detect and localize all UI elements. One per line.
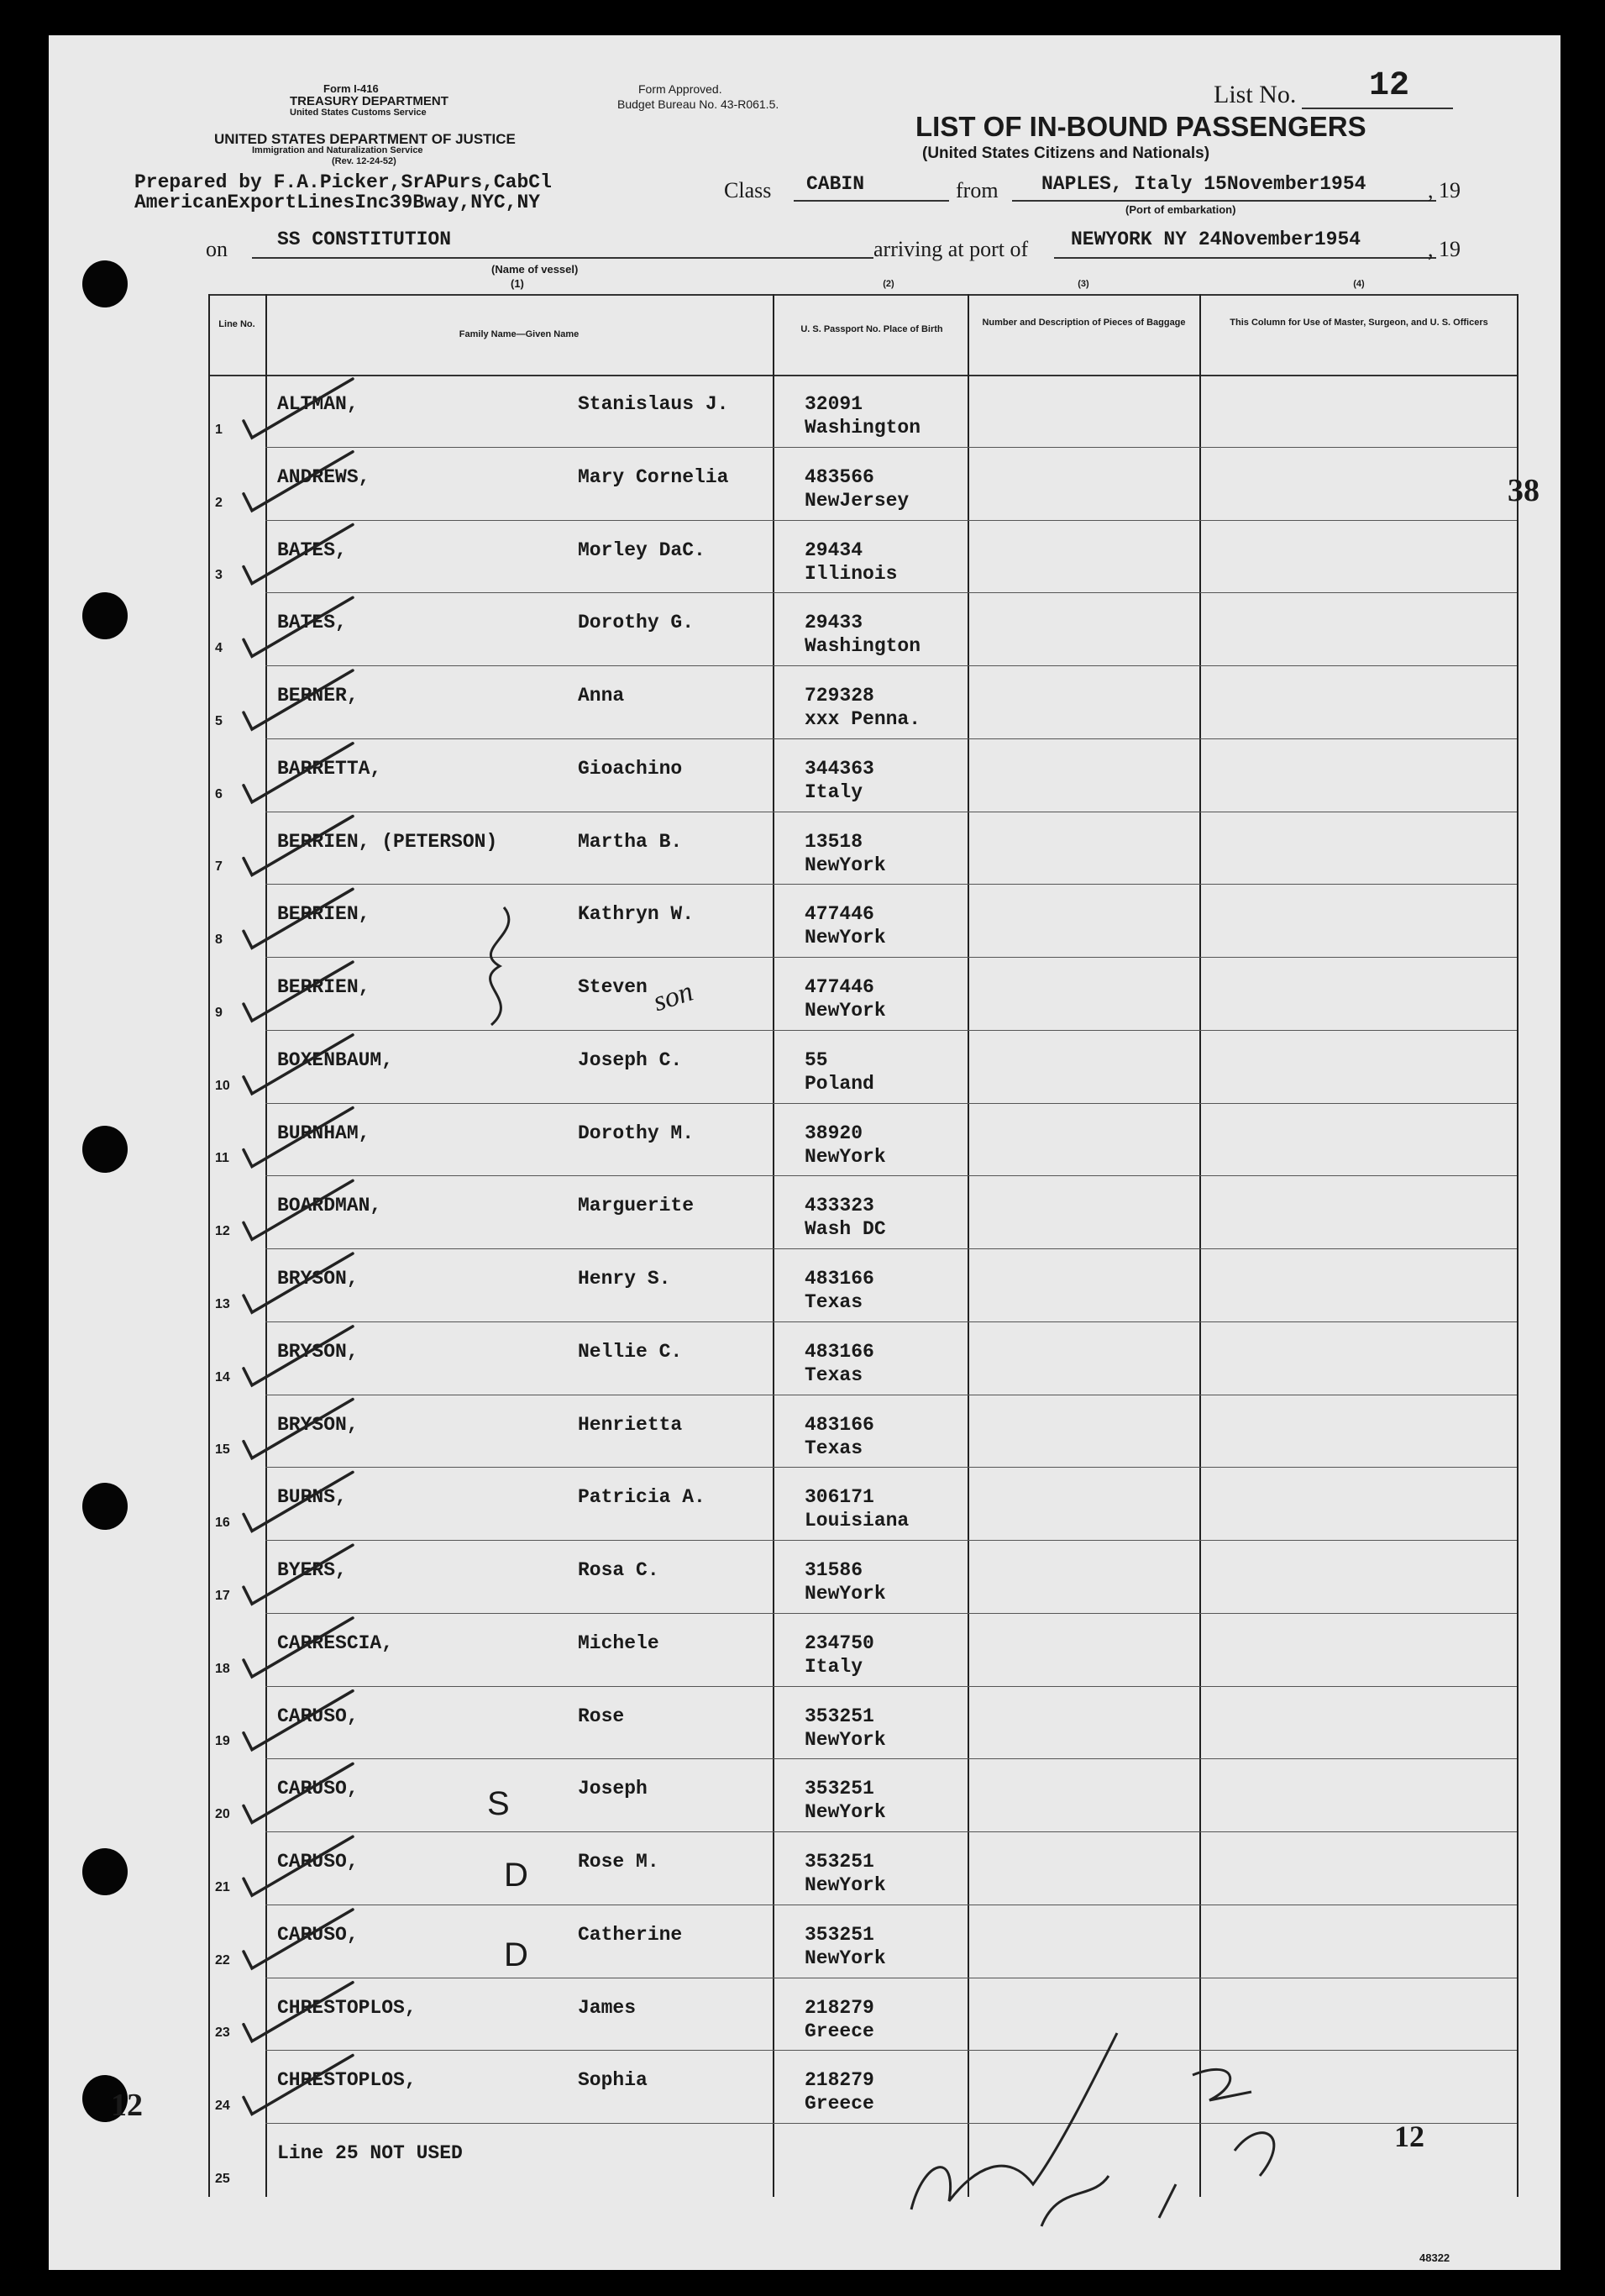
margin-number-38: 38 <box>1508 473 1539 508</box>
place-of-birth: Illinois <box>805 562 898 585</box>
place-of-birth: NewYork <box>805 927 886 949</box>
treasury-department: TREASURY DEPARTMENT <box>290 94 448 108</box>
table-row <box>208 1249 1518 1322</box>
line-number: 9 <box>215 1005 223 1020</box>
table-row <box>208 448 1518 521</box>
table-row <box>208 812 1518 885</box>
table-row <box>208 593 1518 666</box>
place-of-birth: NewYork <box>805 1145 886 1168</box>
table-row <box>208 1176 1518 1249</box>
place-of-birth: Poland <box>805 1072 874 1095</box>
family-name: BRYSON, <box>277 1413 359 1436</box>
vessel-underline <box>252 257 873 259</box>
class-label: Class <box>724 178 772 202</box>
place-of-birth: NewYork <box>805 1583 886 1605</box>
line-number: 16 <box>215 1516 230 1531</box>
arrival-underline <box>1054 257 1436 259</box>
line-number: 2 <box>215 495 223 510</box>
line-number: 17 <box>215 1588 230 1603</box>
list-number: 12 <box>1369 67 1410 105</box>
class-value: CABIN <box>806 173 865 195</box>
given-name: Joseph C. <box>578 1048 683 1071</box>
family-name: BERRIEN, <box>277 976 370 999</box>
given-name: Martha B. <box>578 830 683 853</box>
table-row <box>208 1614 1518 1687</box>
given-name: Michele <box>578 1631 659 1654</box>
table-row <box>208 1031 1518 1104</box>
given-name: Stanislaus J. <box>578 393 729 415</box>
punch-hole <box>82 1848 128 1895</box>
given-name: Dorothy G. <box>578 612 695 634</box>
col-header-baggage: Number and Description of Pieces of Baggage <box>982 318 1186 328</box>
line-number: 3 <box>215 568 223 583</box>
place-of-birth: Washington <box>805 635 921 658</box>
line-number: 7 <box>215 859 223 875</box>
table-row <box>208 1759 1518 1832</box>
place-of-birth: NewYork <box>805 1874 886 1897</box>
table-row <box>208 885 1518 958</box>
vessel-label: (Name of vessel) <box>491 263 579 276</box>
punch-hole <box>82 260 128 307</box>
passport-number: 306171 <box>805 1486 874 1509</box>
family-name: CARUSO, <box>277 1778 359 1800</box>
line-number: 14 <box>215 1369 230 1384</box>
table-row <box>208 2051 1518 2124</box>
prepared-by-line-2: AmericanExportLinesInc39Bway,NYC,NY <box>134 192 541 213</box>
passport-number: 433323 <box>805 1195 874 1217</box>
from-underline <box>1012 200 1436 202</box>
given-name: Anna <box>578 685 625 707</box>
line-number: 15 <box>215 1442 230 1458</box>
col-header-name: Family Name—Given Name <box>459 329 580 339</box>
given-name: Gioachino <box>578 757 683 780</box>
family-name: CHRESTOPLOS, <box>277 2069 417 2092</box>
class-underline <box>794 200 949 202</box>
table-row <box>208 375 1518 448</box>
table-row <box>208 1395 1518 1468</box>
form-title: LIST OF IN-BOUND PASSENGERS <box>915 111 1366 142</box>
given-name: Steven <box>578 976 648 999</box>
family-name: CHRESTOPLOS, <box>277 1996 417 2019</box>
customs-service: United States Customs Service <box>290 108 427 118</box>
table-row <box>208 958 1518 1031</box>
hand-d-2: D <box>504 1936 528 1973</box>
year-suffix-2: , 19 <box>1428 237 1461 261</box>
place-of-birth: Texas <box>805 1437 863 1459</box>
punch-hole <box>82 1126 128 1173</box>
family-name: BURNHAM, <box>277 1122 370 1144</box>
passport-number: 29434 <box>805 539 863 561</box>
line-number: 24 <box>215 2099 230 2114</box>
passport-number: 29433 <box>805 612 863 634</box>
given-name: James <box>578 1996 637 2019</box>
vessel-name: SS CONSTITUTION <box>277 229 452 250</box>
passport-number: 483166 <box>805 1340 874 1363</box>
list-no-underline <box>1302 108 1453 109</box>
passport-number: 31586 <box>805 1559 863 1582</box>
place-of-birth: Texas <box>805 1291 863 1314</box>
family-name: BYERS, <box>277 1559 347 1582</box>
list-no-label: List No. <box>1214 81 1297 108</box>
line-number: 18 <box>215 1661 230 1676</box>
passport-number: 218279 <box>805 2069 874 2092</box>
line-number: 4 <box>215 641 223 656</box>
place-of-birth: Washington <box>805 417 921 439</box>
family-name: CARUSO, <box>277 1705 359 1727</box>
place-of-birth: Greece <box>805 2020 874 2042</box>
line-number: 19 <box>215 1734 230 1749</box>
given-name: Henry S. <box>578 1268 671 1290</box>
table-row <box>208 1541 1518 1614</box>
family-name: BATES, <box>277 612 347 634</box>
family-name: BURNS, <box>277 1486 347 1509</box>
place-of-birth: Louisiana <box>805 1510 910 1532</box>
family-name: CARRESCIA, <box>277 1631 394 1654</box>
given-name: Joseph <box>578 1778 648 1800</box>
passport-number: 13518 <box>805 830 863 853</box>
form-subtitle: (United States Citizens and Nationals) <box>922 144 1210 162</box>
line-number: 21 <box>215 1879 230 1894</box>
given-name: Nellie C. <box>578 1340 683 1363</box>
place-of-birth: Texas <box>805 1363 863 1386</box>
passport-number: 344363 <box>805 757 874 780</box>
stamp-number: 48322 <box>1419 2251 1450 2264</box>
arriving-label: arriving at port of <box>873 237 1029 261</box>
hand-d-1: D <box>504 1857 528 1894</box>
revision-date: (Rev. 12-24-52) <box>332 156 396 166</box>
on-label: on <box>206 237 228 261</box>
passport-number: 353251 <box>805 1923 874 1946</box>
given-name: Mary Cornelia <box>578 465 729 488</box>
form-number: Form I-416 <box>323 82 379 95</box>
arrival-value: NEWYORK NY 24November1954 <box>1071 229 1361 250</box>
bottom-left-number: 12 <box>111 2088 143 2123</box>
passport-number: 483566 <box>805 465 874 488</box>
place-of-birth: Italy <box>805 1655 863 1678</box>
given-name: Marguerite <box>578 1195 695 1217</box>
line-number: 11 <box>215 1151 229 1166</box>
family-name: BATES, <box>277 539 347 561</box>
given-name: Catherine <box>578 1923 683 1946</box>
table-row <box>208 521 1518 594</box>
table-top-border <box>208 294 1518 296</box>
line-number: 5 <box>215 713 223 728</box>
given-name: Morley DaC. <box>578 539 705 561</box>
line-number: 1 <box>215 422 223 437</box>
passport-number: 38920 <box>805 1122 863 1144</box>
table-body <box>208 375 1518 2197</box>
passport-number: 234750 <box>805 1631 874 1654</box>
punch-hole <box>82 592 128 639</box>
table-row <box>208 1832 1518 1905</box>
prepared-by-line-1: Prepared by F.A.Picker,SrAPurs,CabCl <box>134 171 552 193</box>
given-name: Sophia <box>578 2069 648 2092</box>
form-approved: Form Approved. <box>638 82 722 96</box>
line-number: 25 <box>215 2171 230 2186</box>
passport-number: 32091 <box>805 393 863 415</box>
line-number: 8 <box>215 933 223 948</box>
table-row <box>208 1687 1518 1760</box>
table-row <box>208 1905 1518 1978</box>
table-row <box>208 666 1518 739</box>
place-of-birth: NewYork <box>805 1947 886 1969</box>
place-of-birth: NewJersey <box>805 489 910 512</box>
family-name: BARRETTA, <box>277 757 382 780</box>
year-suffix-1: , 19 <box>1428 178 1461 202</box>
passport-number: 729328 <box>805 685 874 707</box>
line-number: 23 <box>215 2025 230 2041</box>
from-label: from <box>956 178 999 202</box>
family-name: ANDREWS, <box>277 465 370 488</box>
passport-number: 477446 <box>805 976 874 999</box>
department-of-justice: UNITED STATES DEPARTMENT OF JUSTICE <box>214 131 516 147</box>
table-row <box>208 1468 1518 1541</box>
passport-number: 353251 <box>805 1778 874 1800</box>
col-number-4: (4) <box>1353 279 1365 289</box>
col-number-2: (2) <box>883 279 894 289</box>
family-name: CARUSO, <box>277 1851 359 1873</box>
given-name: Henrietta <box>578 1413 683 1436</box>
given-name: Rosa C. <box>578 1559 659 1582</box>
place-of-birth: NewYork <box>805 854 886 876</box>
punch-hole <box>82 1483 128 1530</box>
passenger-table <box>208 279 1518 2197</box>
table-row <box>208 1104 1518 1177</box>
given-name: Rose M. <box>578 1851 659 1873</box>
place-of-birth: Wash DC <box>805 1218 886 1241</box>
family-name: BERRIEN, <box>277 903 370 926</box>
col-header-passport: U. S. Passport No. Place of Birth <box>800 324 943 334</box>
place-of-birth: NewYork <box>805 1000 886 1022</box>
from-value: NAPLES, Italy 15November1954 <box>1041 173 1366 195</box>
line-number: 10 <box>215 1078 230 1093</box>
table-row <box>208 2124 1518 2197</box>
passport-number: 477446 <box>805 903 874 926</box>
bottom-right-number: 12 <box>1394 2120 1424 2153</box>
family-name: BERRIEN, (PETERSON) <box>277 830 498 853</box>
family-name: BOARDMAN, <box>277 1195 382 1217</box>
table-row <box>208 1322 1518 1395</box>
col-number-3: (3) <box>1078 279 1089 289</box>
family-name: BRYSON, <box>277 1268 359 1290</box>
given-name: Kathryn W. <box>578 903 695 926</box>
table-row <box>208 1978 1518 2052</box>
immigration-service: Immigration and Naturalization Service <box>252 145 423 155</box>
line-number: 12 <box>215 1224 230 1239</box>
passport-number: 483166 <box>805 1268 874 1290</box>
budget-bureau: Budget Bureau No. 43-R061.5. <box>617 97 779 111</box>
family-name: BRYSON, <box>277 1340 359 1363</box>
port-embarkation-label: (Port of embarkation) <box>1125 203 1236 216</box>
passport-number: 353251 <box>805 1705 874 1727</box>
place-of-birth: Italy <box>805 780 863 803</box>
passport-number: 483166 <box>805 1413 874 1436</box>
passport-number: 218279 <box>805 1996 874 2019</box>
passport-number: 353251 <box>805 1851 874 1873</box>
col-header-line-no: Line No. <box>218 319 255 329</box>
family-name: Line 25 NOT USED <box>277 2142 463 2165</box>
line-number: 6 <box>215 786 223 801</box>
line-number: 13 <box>215 1296 230 1311</box>
place-of-birth: NewYork <box>805 1801 886 1824</box>
given-name: Patricia A. <box>578 1486 705 1509</box>
family-name: BOXENBAUM, <box>277 1048 394 1071</box>
family-name: ALTMAN, <box>277 393 359 415</box>
family-name: CARUSO, <box>277 1923 359 1946</box>
place-of-birth: xxx Penna. <box>805 708 921 731</box>
line-number: 20 <box>215 1807 230 1822</box>
col-header-officers: This Column for Use of Master, Surgeon, and U. S. Officers <box>1230 318 1488 328</box>
passport-number: 55 <box>805 1048 828 1071</box>
given-name: Dorothy M. <box>578 1122 695 1144</box>
place-of-birth: Greece <box>805 2093 874 2115</box>
table-row <box>208 739 1518 812</box>
hand-s: S <box>487 1785 510 1822</box>
given-name: Rose <box>578 1705 625 1727</box>
hand-son: son <box>649 975 697 1018</box>
family-name: BERNER, <box>277 685 359 707</box>
place-of-birth: NewYork <box>805 1728 886 1751</box>
line-number: 22 <box>215 1952 230 1968</box>
col-number-1: (1) <box>511 277 524 290</box>
